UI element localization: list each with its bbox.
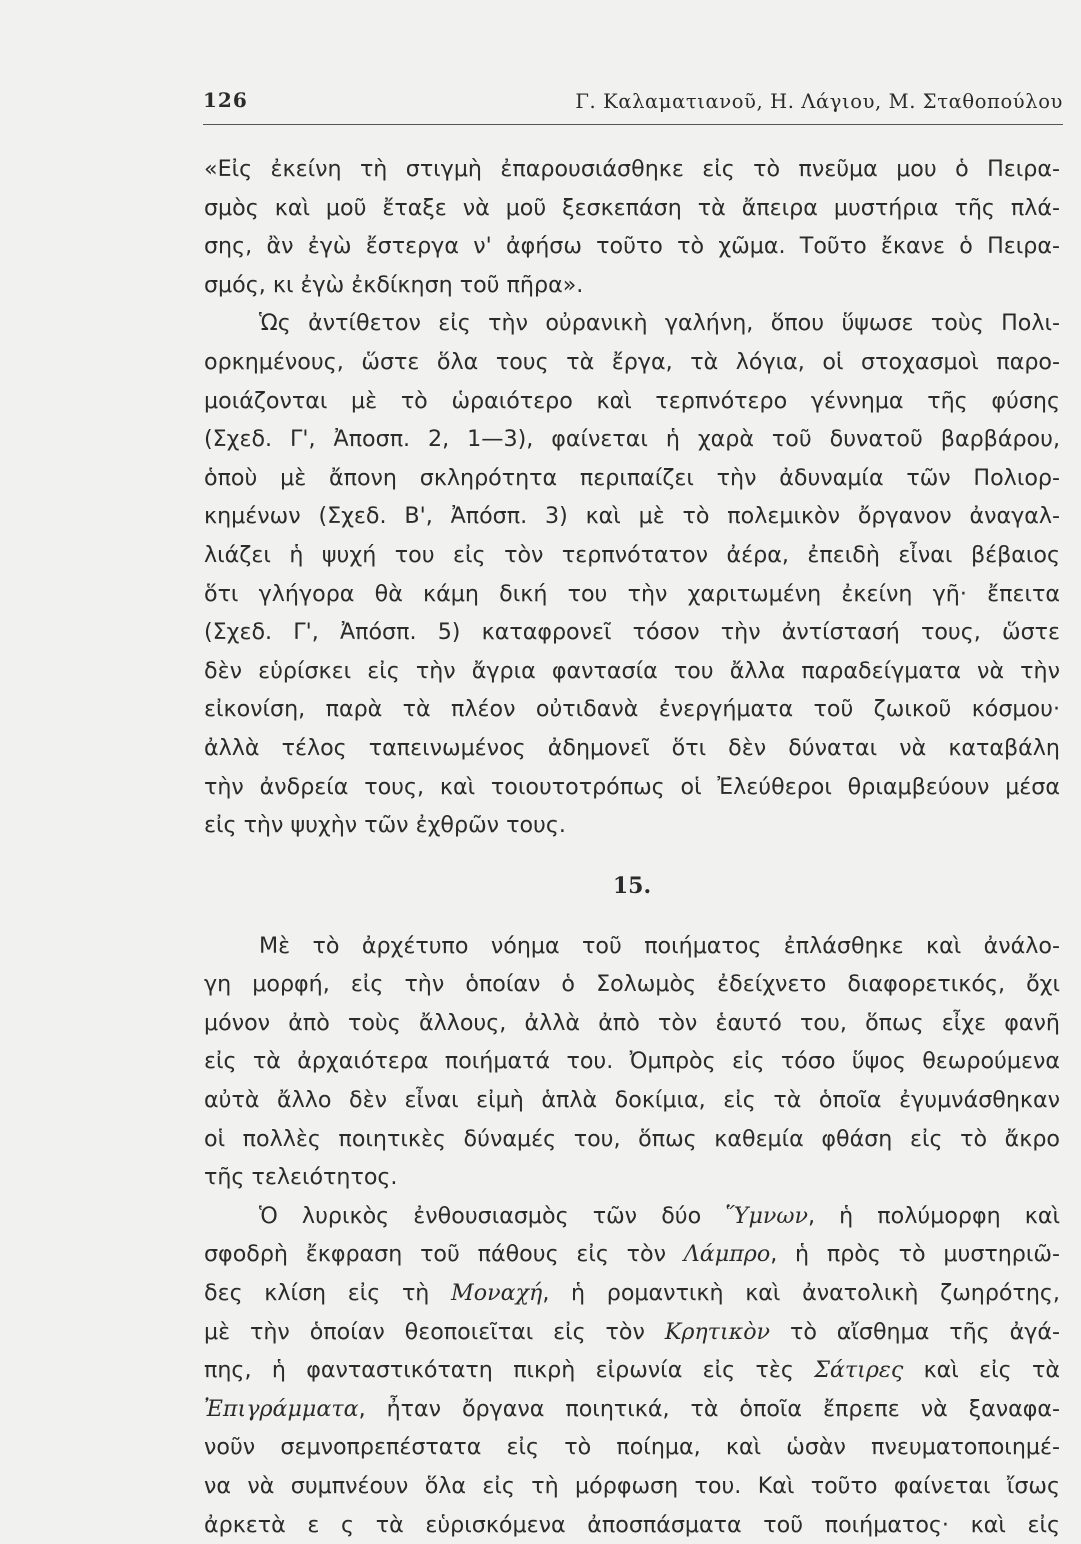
text-line: Μὲ τὸ ἀρχέτυπο νόημα τοῦ ποιήματος ἐπλάσθηκε καὶ ἀνάλο-: [259, 932, 1060, 959]
text-line: να νὰ συμπνέουν ὅλα εἰς τὴ μόρφωση του. Καὶ τοῦτο φαίνεται ἴσως: [204, 1473, 1060, 1499]
text-run: , ἦταν ὄργανα ποιητικά, τὰ ὁποῖα ἔπρεπε νὰ ξαναφα-: [358, 1395, 1060, 1422]
text-run: , ἡ πρὸς τὸ μυστηριῶ-: [770, 1241, 1060, 1268]
section-number: 15.: [612, 872, 652, 899]
text-line: αὐτὰ ἄλλο δὲν εἶναι εἰμὴ ἁπλὰ δοκίμια, εἰς τὰ ὁποῖα ἐγυμνάσθηκαν: [204, 1087, 1060, 1114]
text-line: εἰκονίση, παρὰ τὰ πλέον οὐτιδανὰ ἐνεργήματα τοῦ ζωικοῦ κόσμου·: [204, 696, 1060, 723]
text-line: (Σχεδ. Γ', Ἀπόσπ. 5) καταφρονεῖ τόσον τὴν ἀντίστασή τους, ὥστε: [204, 619, 1060, 646]
text-line: ἀλλὰ τέλος ταπεινωμένος ἀδημονεῖ ὅτι δὲν δύναται νὰ καταβάλη: [204, 734, 1060, 761]
text-line: εἰς τὴν ψυχὴν τῶν ἐχθρῶν τους.: [204, 812, 566, 839]
page-number: 126: [203, 88, 248, 112]
text-line: δὲν εὑρίσκει εἰς τὴν ἄγρια φαντασία του ἄλλα παραδείγματα νὰ τὴν: [204, 657, 1060, 684]
text-line: λιάζει ἡ ψυχή του εἰς τὸν τερπνότατον ἀέρα, ἐπειδὴ εἶναι βέβαιος: [204, 541, 1060, 568]
text-line: τῆς τελειότητος.: [204, 1164, 398, 1191]
text-line: [204, 1390, 1060, 1429]
text-line: [204, 1274, 1060, 1313]
work-title: Σάτιρες: [814, 1357, 904, 1384]
text-line: [204, 1351, 1060, 1390]
work-title: Ὕμνων: [725, 1202, 808, 1229]
text-run: σφοδρὴ ἔκφραση τοῦ πάθους εἰς τὸν: [204, 1241, 684, 1268]
text-line: οἱ πολλὲς ποιητικὲς δύναμές του, ὅπως καθεμία φθάση εἰς τὸ ἄκρο: [204, 1125, 1060, 1152]
text-line: (Σχεδ. Γ', Ἀποσπ. 2, 1—3), φαίνεται ἡ χαρὰ τοῦ δυνατοῦ βαρβάρου,: [204, 426, 1060, 453]
running-head: Γ. Καλαματιανοῦ, Η. Λάγιου, Μ. Σταθοπούλου: [575, 90, 1063, 113]
text-line: μοιάζονται μὲ τὸ ὡραιότερο καὶ τερπνότερο γέννημα τῆς φύσης: [204, 387, 1060, 414]
text-line: Ὡς ἀντίθετον εἰς τὴν οὐρανικὴ γαλήνη, ὅπου ὕψωσε τοὺς Πολι-: [259, 310, 1060, 337]
work-title: Κρητικὸν: [664, 1318, 771, 1345]
text-line: [204, 1235, 1060, 1274]
text-run: Ὁ λυρικὸς ἐνθουσιασμὸς τῶν δύο: [259, 1202, 726, 1229]
text-line: [204, 1197, 1060, 1236]
text-run: τὸ αἴσθημα τῆς ἀγά-: [770, 1318, 1060, 1345]
paragraph: [204, 927, 1060, 1197]
text-run: πης, ἡ φανταστικότατη πικρὴ εἰρωνία εἰς τὲς: [204, 1357, 815, 1384]
text-line: γη μορφή, εἰς τὴν ὁποίαν ὁ Σολωμὸς ἐδείχνετο διαφορετικός, ὄχι: [204, 971, 1060, 998]
text-line: νοῦν σεμνοπρεπέστατα εἰς τὸ ποίημα, καὶ ὡσὰν πνευματοποιημέ-: [204, 1434, 1060, 1461]
text-line: ὁποὺ μὲ ἄπονη σκληρότητα περιπαίζει τὴν ἀδυναμία τῶν Πολιορ-: [204, 464, 1060, 491]
text-line: τὴν ἀνδρεία τους, καὶ τοιουτοτρόπως οἱ Ἐλεύθεροι θριαμβεύουν μέσα: [204, 773, 1060, 800]
text-line: σης, ἂν ἐγὼ ἔστεργα ν' ἀφήσω τοῦτο τὸ χῶμα. Τοῦτο ἔκανε ὁ Πειρα-: [204, 233, 1060, 260]
text-line: σμὸς καὶ μοῦ ἔταξε νὰ μοῦ ξεσκεπάση τὰ ἄπειρα μυστήρια τῆς πλά-: [204, 194, 1060, 221]
text-run: , ἡ ρομαντικὴ καὶ ἀνατολικὴ ζωηρότης,: [542, 1280, 1060, 1307]
text-line: μόνον ἀπὸ τοὺς ἄλλους, ἀλλὰ ἀπὸ τὸν ἑαυτό του, ὅπως εἶχε φανῆ: [204, 1009, 1060, 1036]
text-line: ορκημένους, ὥστε ὅλα τους τὰ ἔργα, τὰ λόγια, οἱ στοχασμοὶ παρο-: [204, 348, 1060, 375]
text-line: «Εἰς ἐκείνη τὴ στιγμὴ ἐπαρουσιάσθηκε εἰς τὸ πνεῦμα μου ὁ Πειρα-: [204, 156, 1060, 182]
text-run: δες κλίση εἰς τὴ: [204, 1280, 452, 1307]
text-run: , ἡ πολύμορφη καὶ: [807, 1202, 1060, 1229]
page-header: [203, 84, 1063, 125]
paragraph-quote: [204, 150, 1060, 304]
work-title: Λάμπρο: [683, 1241, 771, 1268]
text-run: μὲ τὴν ὁποίαν θεοποιεῖται εἰς τὸν: [204, 1318, 665, 1345]
text-line: εἰς τὰ ἀρχαιότερα ποιήματά του. Ὀμπρὸς εἰς τόσο ὕψος θεωρούμενα: [204, 1048, 1060, 1075]
text-run: καὶ εἰς τὰ: [903, 1357, 1060, 1384]
text-line: [204, 1313, 1060, 1352]
text-line: σμός, κι ἐγὼ ἐκδίκηση τοῦ πῆρα».: [204, 271, 584, 298]
text-line: ἀρκετὰ ε ς τὰ εὑρισκόμενα ἀποσπάσματα τοῦ ποιήματος· καὶ εἰς: [204, 1511, 1060, 1538]
paragraph: [204, 304, 1060, 844]
work-title: Μοναχή: [451, 1280, 543, 1307]
text-line: κημένων (Σχεδ. Β', Ἀπόσπ. 3) καὶ μὲ τὸ πολεμικὸν ὄργανον ἀναγαλ-: [204, 503, 1060, 530]
text-line: ὅτι γλήγορα θὰ κάμη δική του τὴν χαριτωμένη ἐκείνη γῆ· ἔπειτα: [204, 580, 1060, 607]
work-title: Ἐπιγράμματα: [204, 1395, 359, 1422]
paragraph: [204, 1197, 1060, 1544]
body-text: [204, 150, 1060, 1544]
